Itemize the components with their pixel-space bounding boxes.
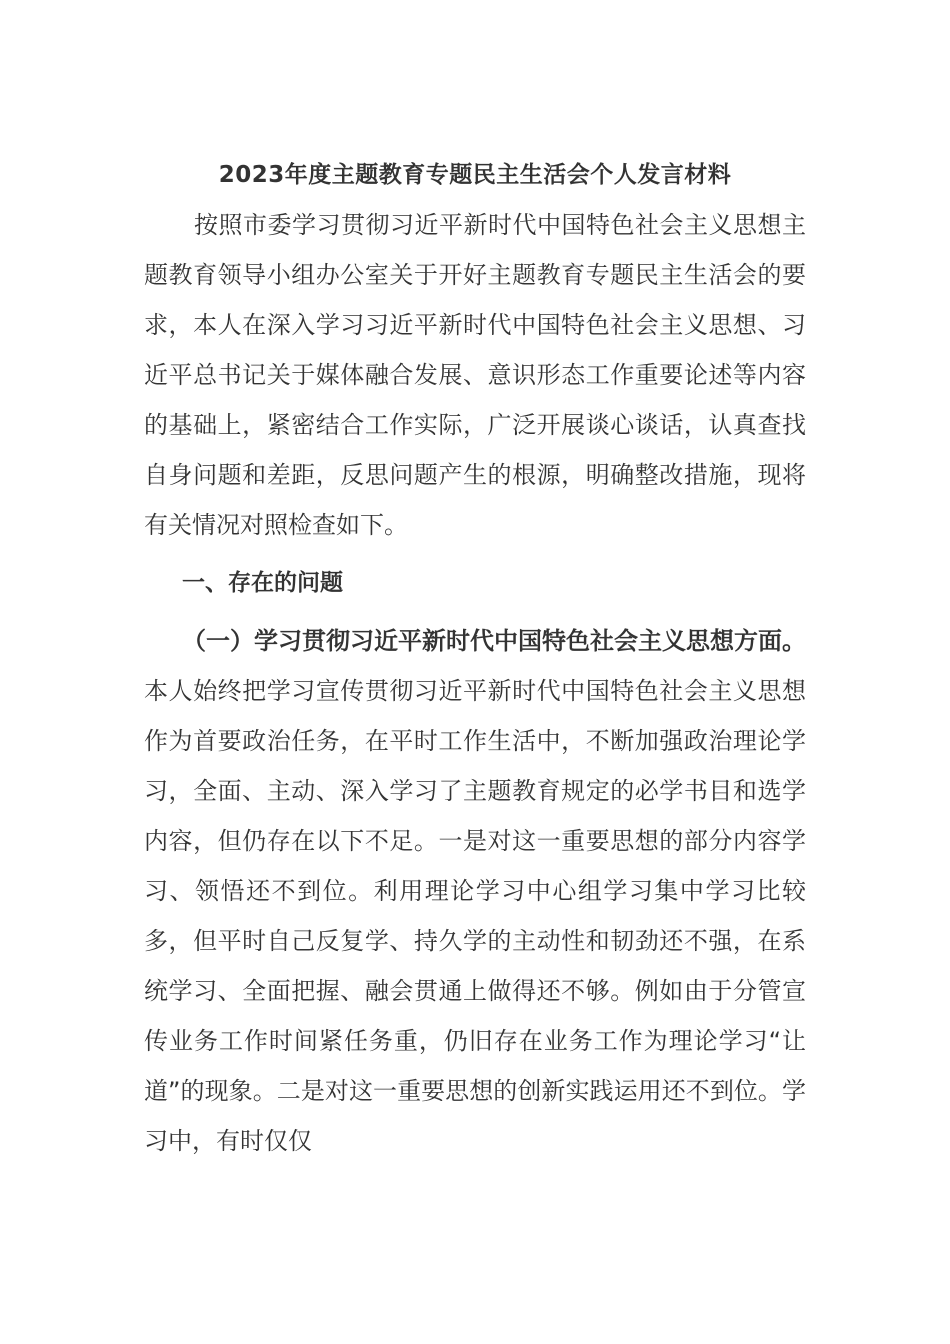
subsection-body-1: 本人始终把学习宣传贯彻习近平新时代中国特色社会主义思想作为首要政治任务，在平时工作生活中，不断加强政治理论学习，全面、主动、深入学习了主题教育规定的必学书目和选学内容，但仍存在以下不足。一是对这一重要思想的部分内容学习、领悟还不到位。利用理论学习中心组学习集中学习比较多，但平时自己反复学、持久学的主动性和韧劲还不强，在系统学习、全面把握、融会贯通上做得还不够。例如由于分管宣传业务工作时间紧任务重，仍旧存在业务工作为理论学习“让道”的现象。二是对这一重要思想的创新实践运用还不到位。学习中，有时仅仅 [144, 677, 806, 1155]
intro-paragraph: 按照市委学习贯彻习近平新时代中国特色社会主义思想主题教育领导小组办公室关于开好主题教育专题民主生活会的要求，本人在深入学习习近平新时代中国特色社会主义思想、习近平总书记关于媒体融合发展、意识形态工作重要论述等内容的基础上，紧密结合工作实际，广泛开展谈心谈话，认真查找自身问题和差距，反思问题产生的根源，明确整改措施，现将有关情况对照检查如下。 [144, 211, 806, 539]
subsection-paragraph-1 [144, 616, 806, 1166]
section-heading-problems: 一、存在的问题 [182, 570, 343, 596]
document-title: 2023年度主题教育专题民主生活会个人发言材料 [218, 162, 732, 188]
document-content [144, 150, 806, 1166]
subsection-heading-1: （一）学习贯彻习近平新时代中国特色社会主义思想方面。 [182, 627, 806, 655]
